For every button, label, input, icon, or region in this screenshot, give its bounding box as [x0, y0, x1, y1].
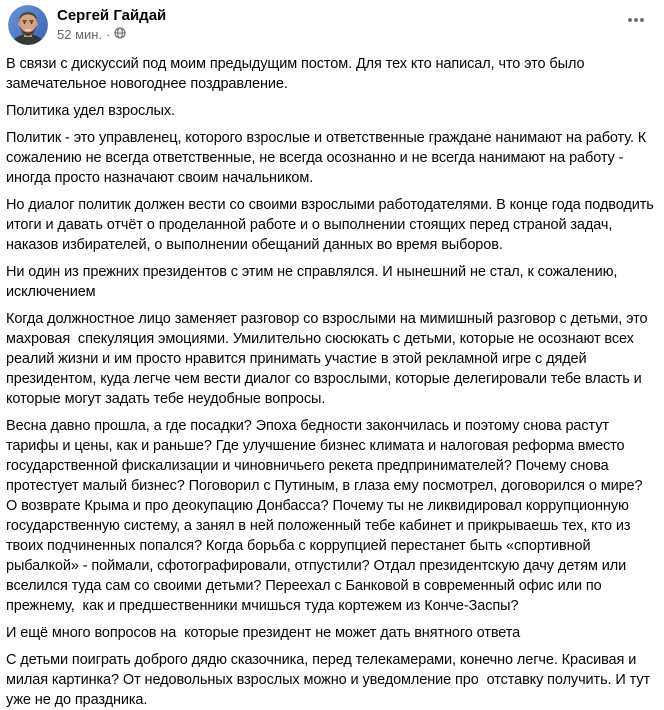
post-paragraph: И ещё много вопросов на которые президент не может дать внятного ответа [6, 625, 521, 641]
avatar-portrait-image [8, 5, 48, 45]
timestamp[interactable]: 52 мин. [57, 26, 103, 42]
post-paragraph: Ни один из прежних президентов с этим не справлялся. И нынешний не стал, к сожалению, исключением [6, 264, 622, 300]
post-subline [57, 25, 166, 43]
post-paragraph: Но диалог политик должен вести со своими взрослыми работодателями. В конце года подводить итоги и давать отчёт о проделанной работе и о выполнении стоящих перед страной задач, наказов избирателей, о выполнении обещаний данных во время выборов. [6, 197, 658, 253]
post-paragraph: В связи с дискуссий под моим предыдущим постом. Для тех кто написал, что это было замечательное новогоднее поздравление. [6, 56, 589, 92]
post-header-meta [57, 5, 166, 43]
post-paragraph: Весна давно прошла, а где посадки? Эпоха бедности закончилась и поэтому снова растут тарифы и цены, как и раньше? Где улучшение бизнес климата и налоговая реформа вместо государственной фискализации и чиновничьего рекета предпринимателей? Почему снова протестует малый бизнес? Поговорил с Путиным, в глаза ему посмотрел, договорился о мире? О возврате Крыма и про деокупацию Донбасса? Почему ты не ликвидировал коррупционную государственную систему, а занял в ней положенный тебе кабинет и прикрываешь тех, кто из твоих подчиненных попался? Когда борьба с коррупцией перестанет быть «спортивной рыбалкой» - поймали, сфотографировали, отпустили? Отдал президентскую дачу детям или вселился туда сам со своими детьми? Переехал с Банковой в современный офис или по прежнему, как и предшественники мчишься туда кортежем из Конче-Заспы? [6, 418, 647, 614]
post-paragraph: Политик - это управленец, которого взрослые и ответственные граждане нанимают на работу. К сожалению не всегда ответственные, не всегда осознанно и не всегда нанимают на работу - иногда просто назначают своим начальником. [6, 130, 651, 186]
post-header [0, 0, 664, 49]
avatar[interactable] [8, 5, 48, 45]
post-paragraph: С детьми поиграть доброго дядю сказочника, перед телекамерами, конечно легче. Красивая и милая картинка? От недовольных взрослых можно и уведомление про отставку получить. И тут уже не до праздника. [6, 652, 654, 708]
author-name[interactable]: Сергей Гайдай [57, 7, 167, 24]
more-options-button[interactable] [620, 6, 652, 34]
dot-separator: · [106, 26, 111, 42]
ellipsis-horizontal-icon [626, 10, 646, 30]
post-paragraph: Политика удел взрослых. [6, 103, 175, 119]
post-paragraph: Когда должностное лицо заменяет разговор со взрослыми на мимишный разговор с детьми, это махровая спекуляция эмоциями. Умилительно сюсюкать с детьми, которые не осознают всех реалий жизни и им просто нравится принимать участие в этой рекламной игре с дядей президентом, куда легче чем вести диалог со взрослыми, которые делегировали тебе власть и которые могут задать тебе неудобные вопросы. [6, 311, 652, 407]
post-body [0, 49, 664, 710]
globe-public-icon [114, 26, 126, 43]
